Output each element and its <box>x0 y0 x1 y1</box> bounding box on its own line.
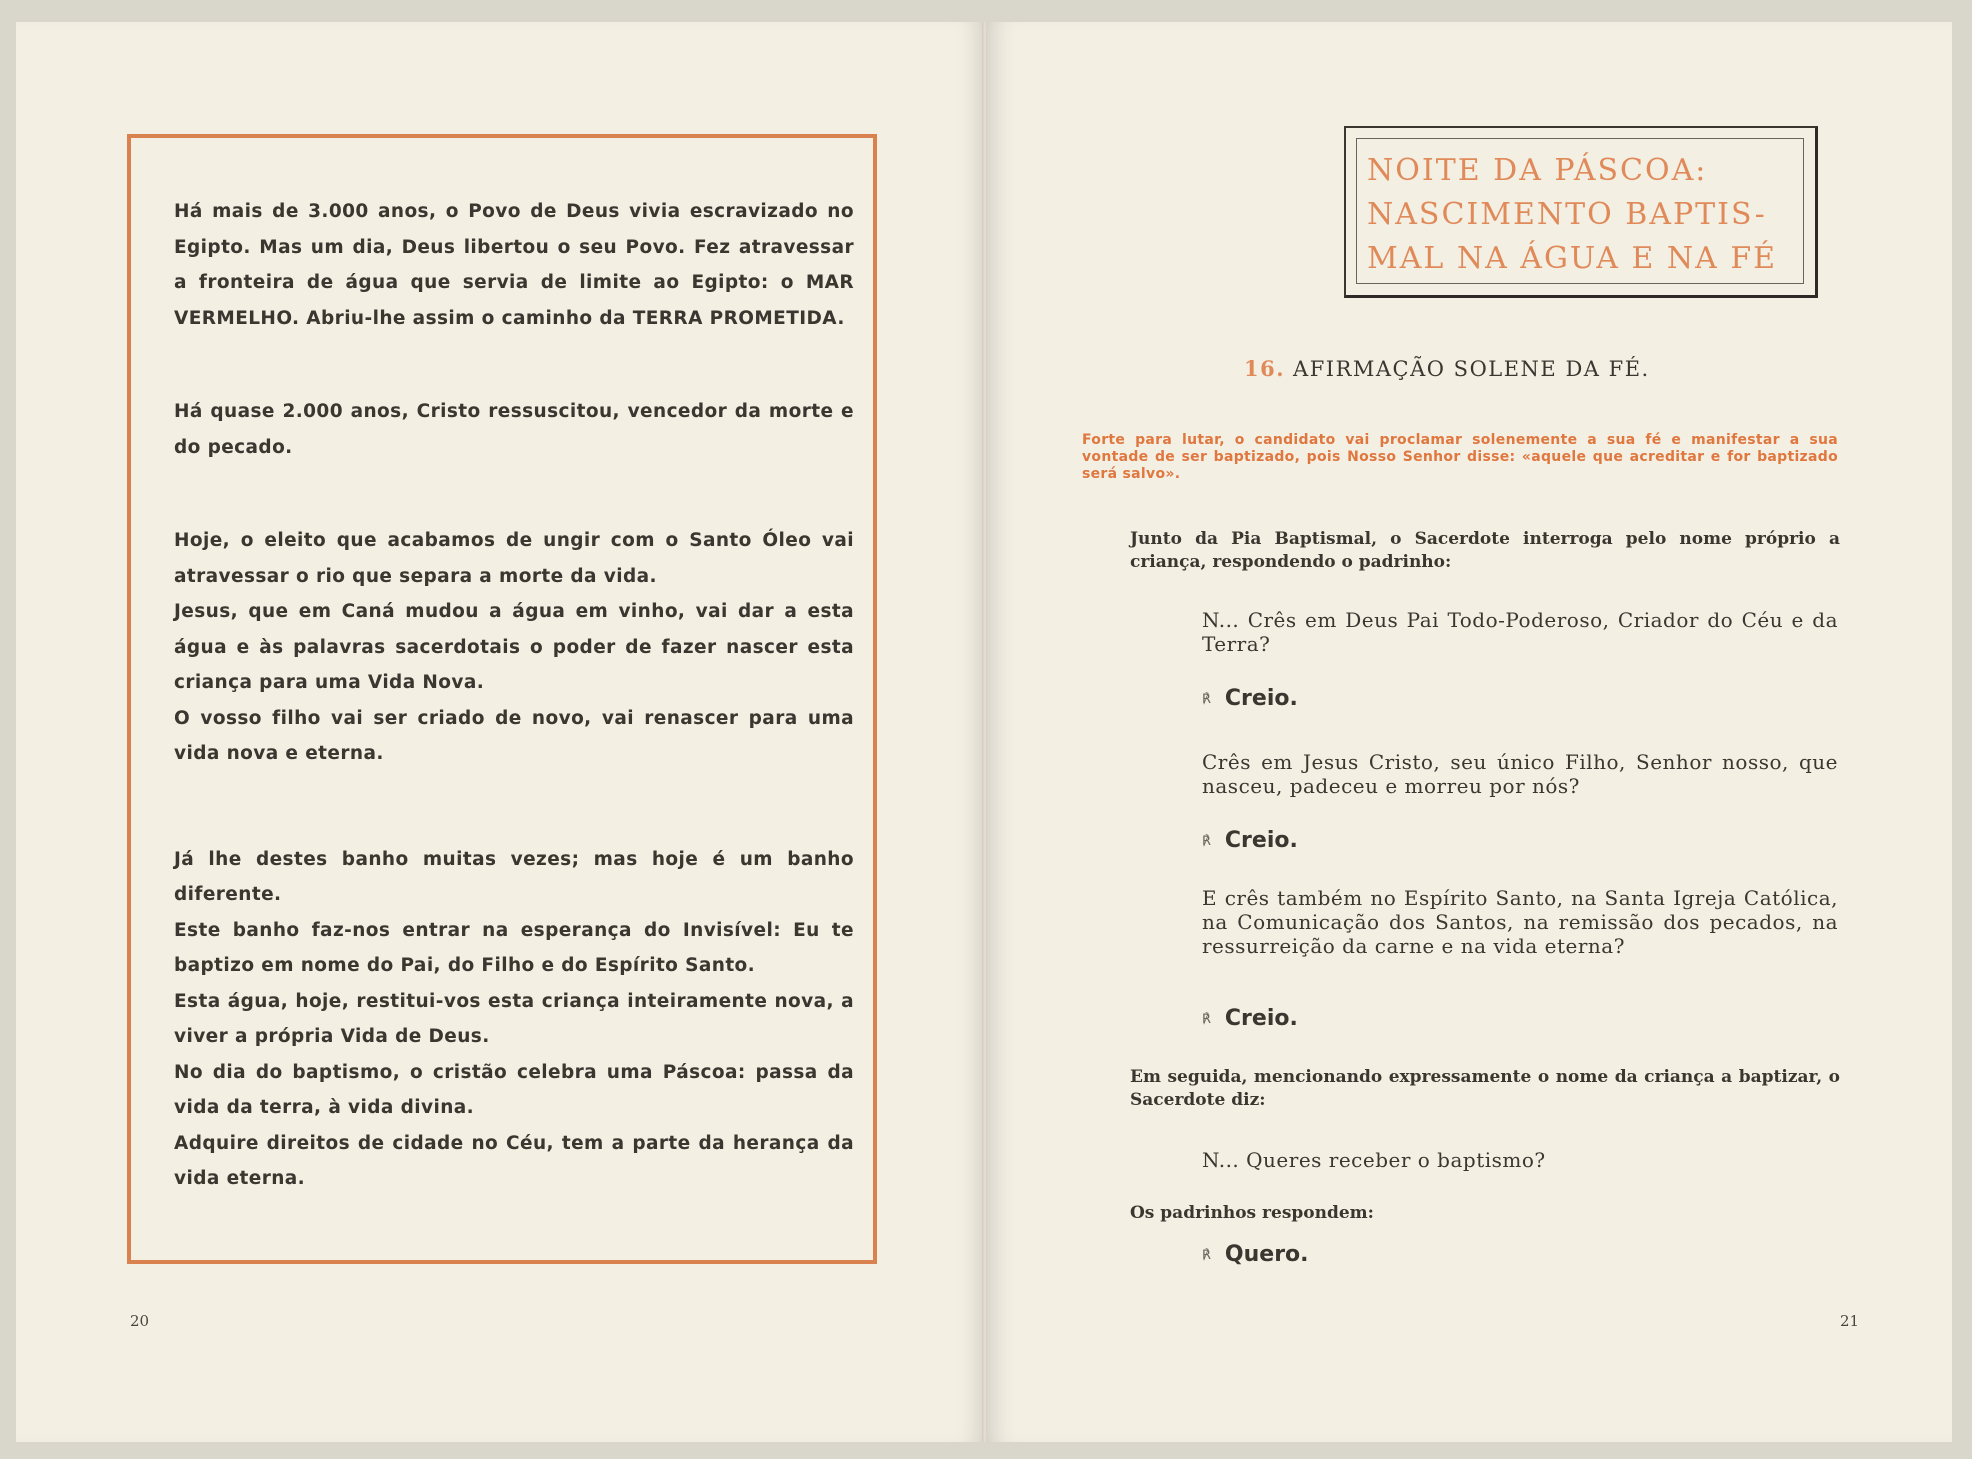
instruction-text: Em seguida, mencionando expressamente o nome da criança a baptizar, o Sacerdote diz: <box>1130 1067 1840 1110</box>
page-number-right: 21 <box>1840 1312 1860 1330</box>
question-text: N... Queres receber o baptismo? <box>1202 1148 1546 1172</box>
section-number: 16. <box>1244 356 1286 381</box>
title-line: NOITE DA PÁSCOA: <box>1367 153 1708 188</box>
response-text: Creio. <box>1224 686 1298 711</box>
question-text: N... Crês em Deus Pai Todo-Poderoso, Criador do Céu e da Terra? <box>1202 608 1838 656</box>
left-page-text <box>174 194 854 1197</box>
paragraph: Jesus, que em Caná mudou a água em vinho, vai dar a esta água e às palavras sacerdotais o poder de fazer nascer esta criança para uma Vida Nova. <box>174 601 854 693</box>
question-text: E crês também no Espírito Santo, na Santa Igreja Católica, na Comunicação dos Santos, na remissão dos pecados, na ressurreição da carne e na vida eterna? <box>1202 886 1838 958</box>
title-line: NASCIMENTO BAPTIS- <box>1367 197 1767 232</box>
response <box>1202 1006 1298 1031</box>
title-line: MAL NA ÁGUA E NA FÉ <box>1367 241 1778 276</box>
paragraph: Hoje, o eleito que acabamos de ungir com o Santo Óleo vai atravessar o rio que separa a morte da vida. <box>174 530 854 587</box>
paragraph: Já lhe destes banho muitas vezes; mas hoje é um banho diferente. <box>174 848 854 905</box>
response-marker-icon: ℟ <box>1202 692 1211 707</box>
chapter-title <box>1356 138 1804 284</box>
paragraph: Este banho faz-nos entrar na esperança do Invisível: Eu te baptizo em nome do Pai, do Filho e do Espírito Santo. <box>174 919 854 976</box>
paragraph: Adquire direitos de cidade no Céu, tem a parte da herança da vida eterna. <box>174 1132 854 1189</box>
title-frame <box>1344 126 1818 298</box>
paragraph: Há quase 2.000 anos, Cristo ressuscitou, vencedor da morte e do pecado. <box>174 401 854 458</box>
page-number-left: 20 <box>130 1312 150 1330</box>
response-marker-icon: ℟ <box>1202 1248 1211 1263</box>
rubric-text: Forte para lutar, o candidato vai proclamar solenemente a sua fé e manifestar a sua vontade de ser baptizado, pois Nosso Senhor disse: «aquele que acreditar e for baptizado será salvo». <box>1082 432 1838 482</box>
left-page <box>16 22 986 1442</box>
response-text: Quero. <box>1224 1242 1309 1267</box>
response <box>1202 1242 1309 1267</box>
response-text: Creio. <box>1224 828 1298 853</box>
response-text: Creio. <box>1224 1006 1298 1031</box>
response <box>1202 686 1298 711</box>
response-marker-icon: ℟ <box>1202 834 1211 849</box>
response-marker-icon: ℟ <box>1202 1012 1211 1027</box>
question-text: Crês em Jesus Cristo, seu único Filho, Senhor nosso, que nasceu, padeceu e morreu por nós? <box>1202 750 1838 798</box>
instruction-text: Junto da Pia Baptismal, o Sacerdote interroga pelo nome próprio a criança, respondendo o padrinho: <box>1130 529 1840 572</box>
paragraph: No dia do baptismo, o cristão celebra uma Páscoa: passa da vida da terra, à vida divina. <box>174 1061 854 1118</box>
book-spread <box>16 22 1952 1442</box>
right-page <box>986 22 1952 1442</box>
section-heading <box>1244 356 1650 381</box>
paragraph: Há mais de 3.000 anos, o Povo de Deus vivia escravizado no Egipto. Mas um dia, Deus libertou o seu Povo. Fez atravessar a fronteira de água que servia de limite ao Egipto: o MAR VERMELHO. Abriu-lhe assim o caminho da TERRA PROMETIDA. <box>174 201 854 329</box>
section-title: AFIRMAÇÃO SOLENE DA FÉ. <box>1293 357 1650 381</box>
paragraph: O vosso filho vai ser criado de novo, vai renascer para uma vida nova e eterna. <box>174 707 854 764</box>
paragraph: Esta água, hoje, restitui-vos esta criança inteiramente nova, a viver a própria Vida de Deus. <box>174 990 854 1047</box>
response <box>1202 828 1298 853</box>
instruction-text: Os padrinhos respondem: <box>1130 1203 1374 1223</box>
